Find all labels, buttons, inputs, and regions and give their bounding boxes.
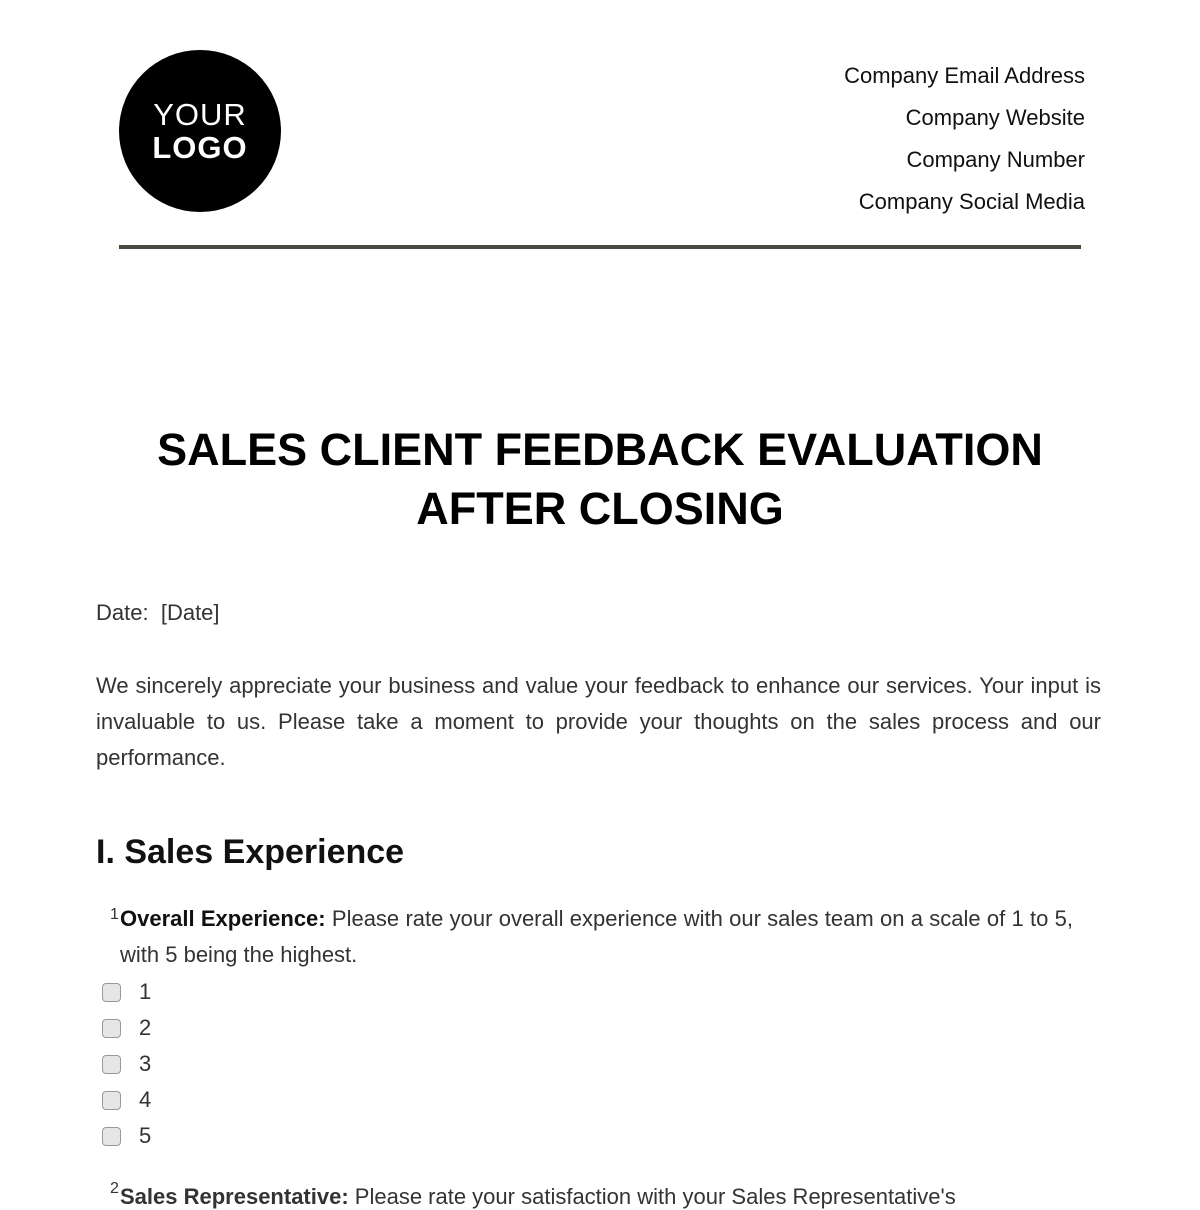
rating-option-4[interactable]	[102, 1082, 151, 1118]
question-number: 2	[110, 1180, 119, 1197]
company-number: Company Number	[906, 147, 1085, 172]
question-text: Please rate your overall experience with our sales team on a scale of 1 to 5, with 5 being the highest.	[120, 906, 1074, 967]
rating-option-2[interactable]	[102, 1010, 151, 1046]
rating-options	[102, 974, 151, 1154]
question-label: Sales Representative:	[120, 1184, 349, 1209]
checkbox[interactable]	[102, 1019, 121, 1038]
company-logo	[119, 50, 281, 212]
option-label: 5	[139, 1123, 152, 1148]
logo-line-1: YOUR	[153, 97, 247, 132]
company-contact-block	[844, 55, 1085, 223]
question-label: Overall Experience:	[120, 906, 326, 931]
rating-option-5[interactable]	[102, 1118, 151, 1154]
option-label: 3	[139, 1051, 152, 1076]
question-sales-representative	[110, 1180, 956, 1210]
checkbox[interactable]	[102, 1091, 121, 1110]
document-title	[0, 420, 1200, 538]
question-number: 1	[110, 906, 119, 923]
company-social-media: Company Social Media	[858, 189, 1085, 214]
header-divider	[119, 245, 1081, 249]
logo-line-2: LOGO	[152, 130, 248, 165]
title-line-1: SALES CLIENT FEEDBACK EVALUATION	[157, 424, 1043, 475]
section-heading-sales-experience: I. Sales Experience	[96, 833, 405, 871]
date-line	[96, 600, 220, 626]
title-line-2: AFTER CLOSING	[416, 483, 784, 534]
company-website: Company Website	[905, 105, 1085, 130]
checkbox[interactable]	[102, 1055, 121, 1074]
company-email: Company Email Address	[844, 63, 1085, 88]
option-label: 4	[139, 1087, 152, 1112]
question-overall-experience	[110, 901, 1074, 973]
checkbox[interactable]	[102, 1127, 121, 1146]
checkbox[interactable]	[102, 983, 121, 1002]
option-label: 2	[139, 1015, 152, 1040]
intro-paragraph: We sincerely appreciate your business and value your feedback to enhance our services. Your input is invaluable to us. Please take a moment to provide your thoughts on the sales process and our performance.	[96, 673, 1101, 770]
date-label: Date:	[96, 600, 149, 625]
rating-option-1[interactable]	[102, 974, 151, 1010]
date-value: [Date]	[160, 600, 220, 625]
option-label: 1	[139, 979, 152, 1004]
rating-option-3[interactable]	[102, 1046, 151, 1082]
question-text: Please rate your satisfaction with your Sales Representative's	[348, 1184, 956, 1209]
